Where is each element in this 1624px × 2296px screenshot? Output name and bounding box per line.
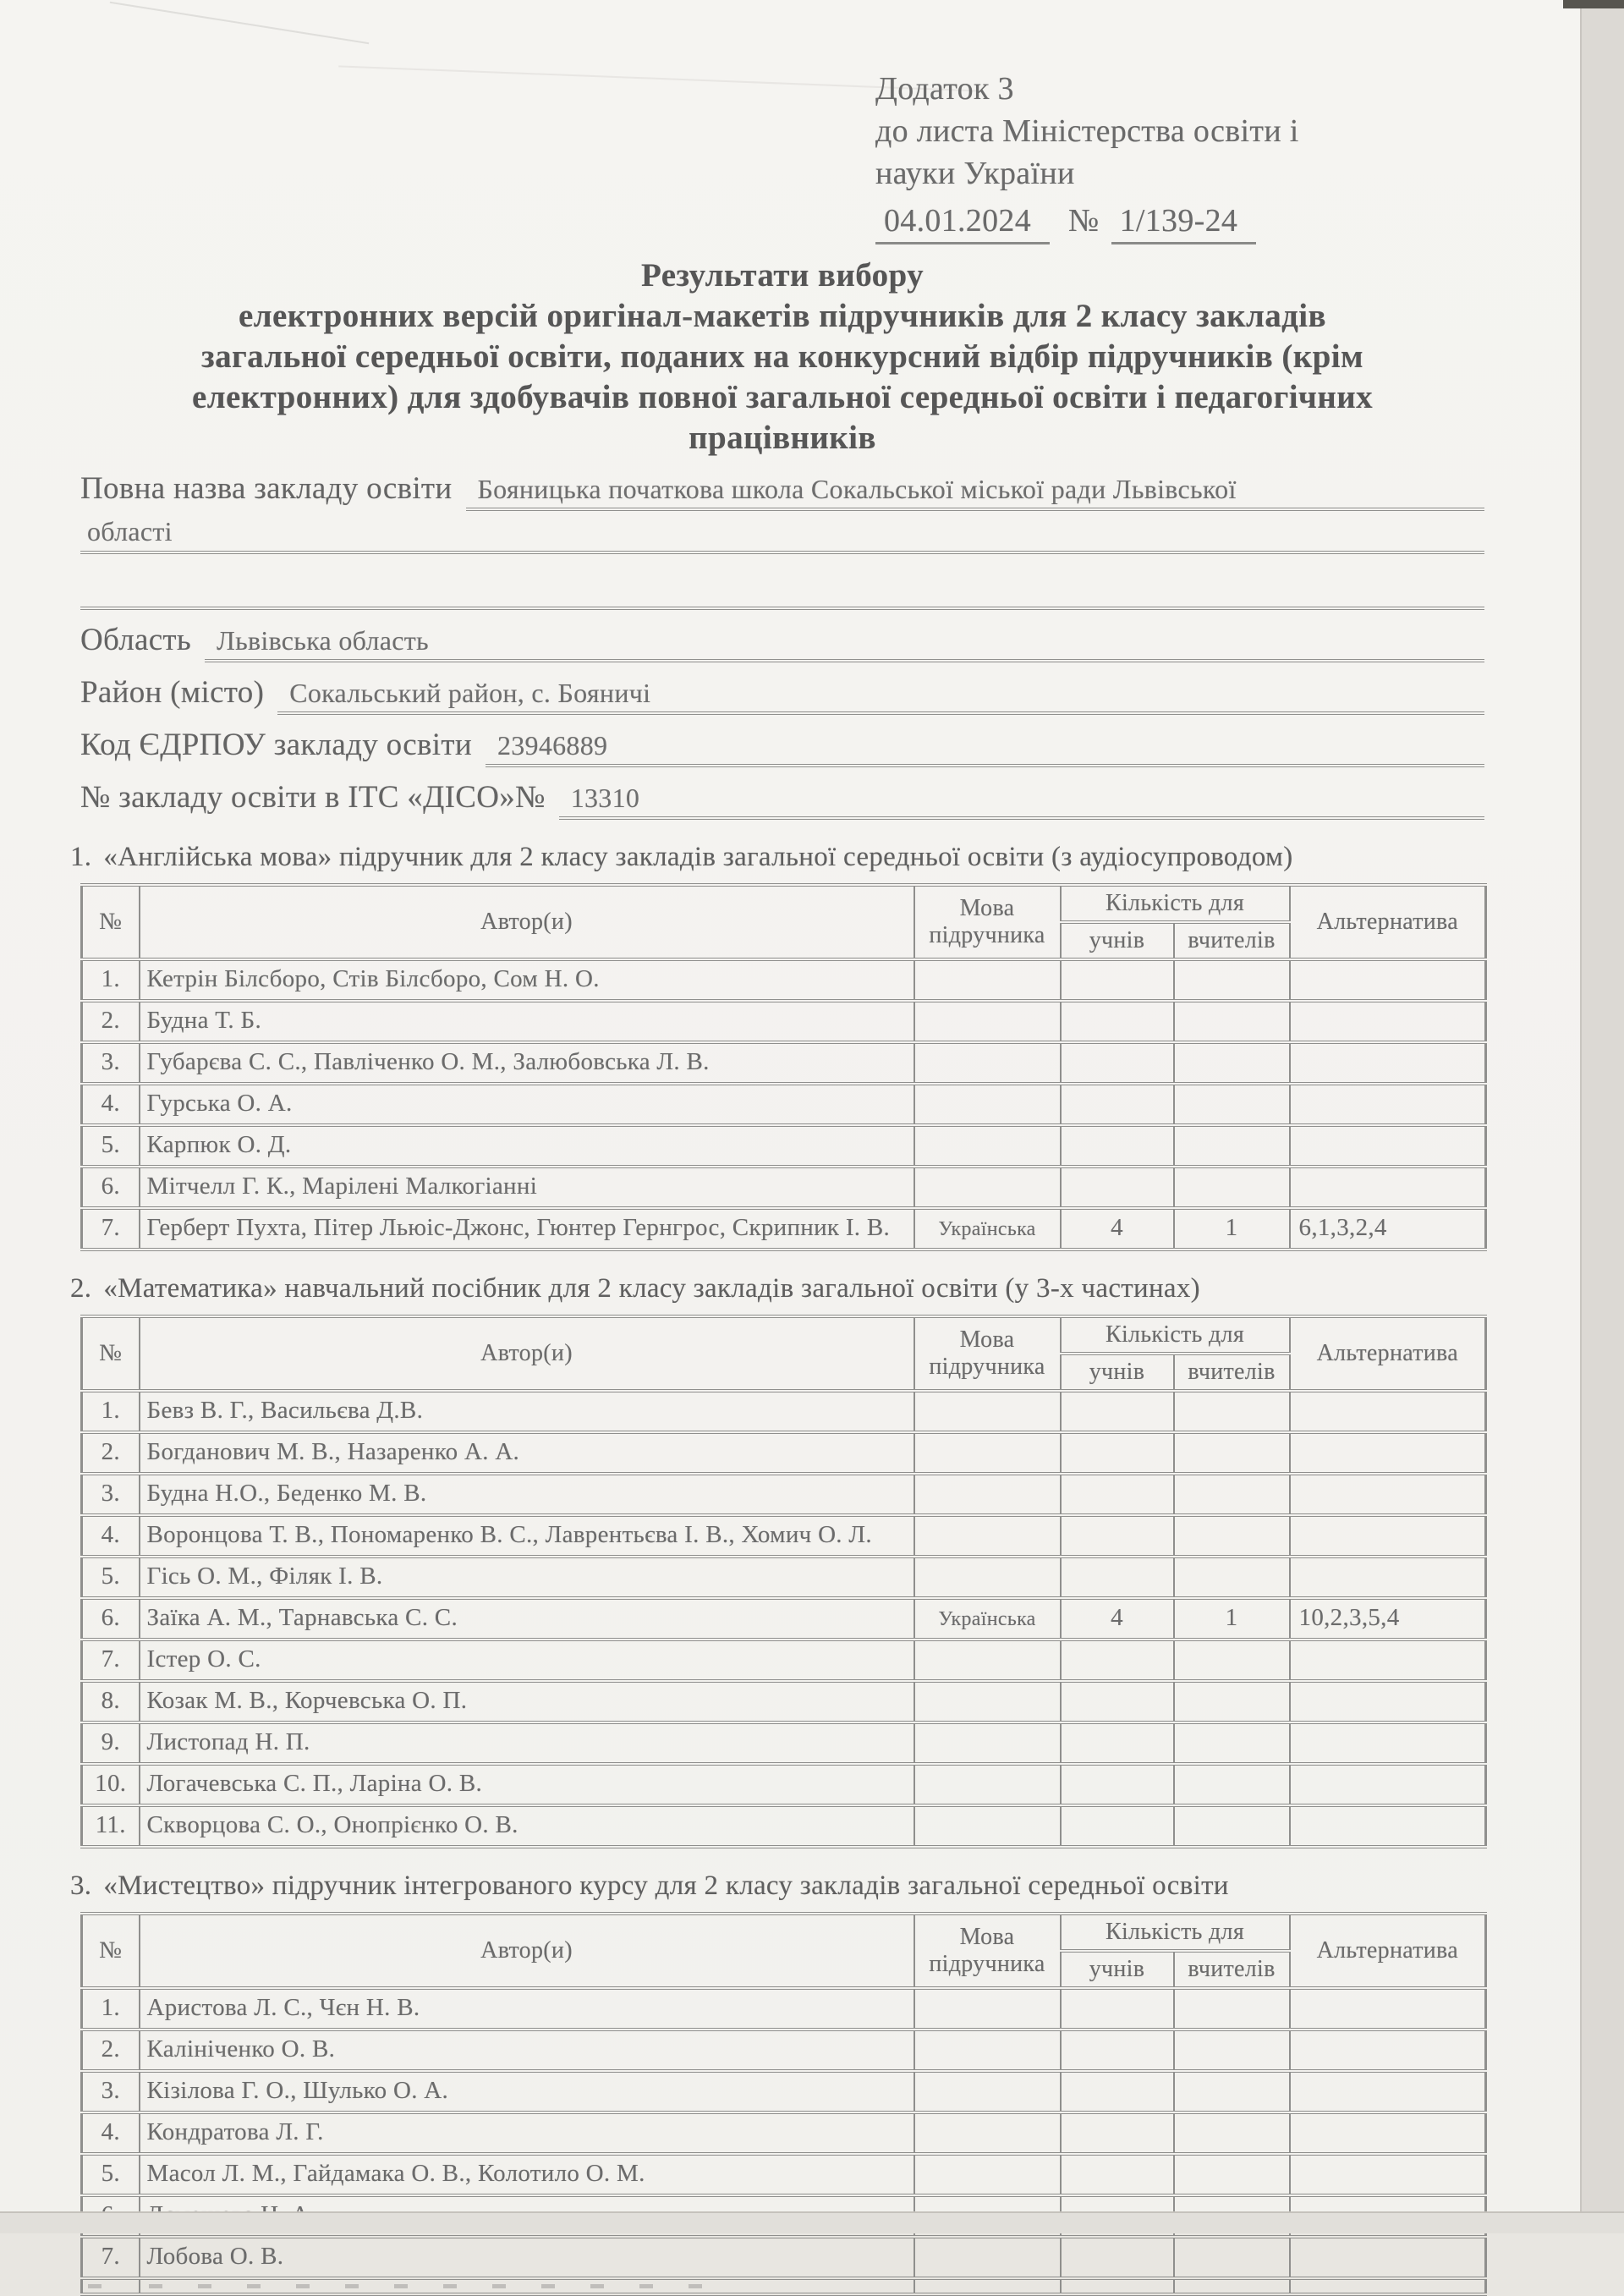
row-number-cell: 1. (82, 959, 140, 1001)
col-header-quantity: Кількість для (1061, 885, 1290, 922)
students-count-cell (1061, 1640, 1174, 1681)
title-line: загальної середньої освіти, поданих на конкурсний відбір підручників (крім (201, 338, 1363, 375)
location-fields (80, 622, 1484, 820)
row-number-cell: 7. (82, 2237, 140, 2278)
col-header-quantity: Кількість для (1061, 1914, 1290, 1951)
language-cell (914, 1001, 1061, 1042)
col-header-language: Мова підручника (914, 1316, 1061, 1391)
row-number-cell: 5. (82, 2154, 140, 2195)
authors-cell: Гурська О. А. (140, 1084, 914, 1125)
row-number-cell: 4. (82, 1084, 140, 1125)
table-body (82, 959, 1486, 1250)
table-body (82, 1391, 1486, 1847)
row-number-cell: 2. (82, 1432, 140, 1474)
alternative-cell (1290, 1764, 1486, 1805)
students-count-cell (1061, 1084, 1174, 1125)
col-header-authors: Автор(и) (140, 885, 914, 959)
alternative-cell: 10,2,3,5,4 (1290, 1598, 1486, 1640)
table-row (82, 1681, 1486, 1722)
alternative-cell (1290, 1084, 1486, 1125)
authors-cell: Губарєва С. С., Павліченко О. М., Залюбовська Л. В. (140, 1042, 914, 1084)
language-cell (914, 1391, 1061, 1432)
row-number-cell: 8. (82, 1681, 140, 1722)
alternative-cell (1290, 2154, 1486, 2195)
table-row (82, 1391, 1486, 1432)
table-row (82, 1167, 1486, 1208)
table-row (82, 1640, 1486, 1681)
table-row (82, 1515, 1486, 1557)
district-label: Район (місто) (80, 675, 265, 710)
section-number: 3. (70, 1870, 92, 1901)
table-row (82, 2071, 1486, 2112)
authors-cell: Кізілова Г. О., Шулько О. А. (140, 2071, 914, 2112)
teachers-count-cell (1174, 1042, 1290, 1084)
authors-cell: Бевз В. Г., Васильєва Д.В. (140, 1391, 914, 1432)
district-line (80, 674, 1484, 715)
language-cell (914, 1805, 1061, 1847)
table-row (82, 1557, 1486, 1598)
students-count-cell (1061, 1681, 1174, 1722)
teachers-count-cell (1174, 1432, 1290, 1474)
alternative-cell (1290, 1432, 1486, 1474)
edrpou-label: Код ЄДРПОУ закладу освіти (80, 728, 472, 762)
section-1-heading (70, 842, 1484, 873)
language-cell (914, 1722, 1061, 1764)
students-count-cell (1061, 1474, 1174, 1515)
teachers-count-cell (1174, 1988, 1290, 2030)
authors-cell: Герберт Пухта, Пітер Льюіс-Джонс, Гюнтер Гернгрос, Скрипник І. В. (140, 1208, 914, 1250)
teachers-count-cell (1174, 1640, 1290, 1681)
language-cell (914, 1764, 1061, 1805)
cutoff-row (82, 2278, 1486, 2294)
section-number: 2. (70, 1273, 92, 1304)
students-count-cell (1061, 1764, 1174, 1805)
letter-number: 1/139-24 (1111, 203, 1257, 244)
document-title (80, 255, 1484, 459)
alternative-cell (1290, 1805, 1486, 1847)
appendix-line-1: Додаток 3 (875, 71, 1014, 107)
students-count-cell (1061, 1125, 1174, 1167)
diso-label: № закладу освіти в ІТС «ДІСО»№ (80, 780, 546, 815)
cutoff-cell (1174, 2278, 1290, 2294)
teachers-count-cell (1174, 1805, 1290, 1847)
language-cell (914, 1474, 1061, 1515)
authors-cell: Кондратова Л. Г. (140, 2112, 914, 2154)
table-row (82, 1722, 1486, 1764)
col-header-number: № (82, 1316, 140, 1391)
diso-value: 13310 (559, 783, 1484, 820)
table-row (82, 2237, 1486, 2278)
row-number-cell: 9. (82, 1722, 140, 1764)
row-number-cell: 3. (82, 1042, 140, 1084)
authors-cell: Кетрін Білсборо, Стів Білсборо, Сом Н. О. (140, 959, 914, 1001)
teachers-count-cell (1174, 1681, 1290, 1722)
col-header-authors: Автор(и) (140, 1316, 914, 1391)
section-title: «Мистецтво» підручник інтегрованого курсу для 2 класу закладів загальної середньої освіти (103, 1870, 1229, 1901)
language-cell (914, 959, 1061, 1001)
language-cell (914, 1042, 1061, 1084)
alternative-cell (1290, 1988, 1486, 2030)
teachers-count-cell (1174, 1722, 1290, 1764)
appendix-line-3: науки України (875, 156, 1075, 191)
region-label: Область (80, 623, 192, 657)
language-cell (914, 1167, 1061, 1208)
teachers-count-cell (1174, 1167, 1290, 1208)
students-count-cell (1061, 1432, 1174, 1474)
students-count-cell (1061, 2112, 1174, 2154)
students-count-cell (1061, 1557, 1174, 1598)
students-count-cell (1061, 1001, 1174, 1042)
table-row (82, 1208, 1486, 1250)
col-header-students: учнів (1061, 1951, 1174, 1988)
cutoff-cell (1061, 2278, 1174, 2294)
cutoff-cell (140, 2278, 914, 2294)
row-number-cell: 6. (82, 1167, 140, 1208)
title-line: працівників (689, 420, 876, 456)
appendix-date-line (875, 200, 1484, 242)
students-count-cell (1061, 2071, 1174, 2112)
teachers-count-cell (1174, 959, 1290, 1001)
authors-cell: Козак М. В., Корчевська О. П. (140, 1681, 914, 1722)
row-number-cell: 7. (82, 1208, 140, 1250)
language-cell (914, 2030, 1061, 2071)
school-name-label: Повна назва закладу освіти (80, 471, 453, 506)
col-header-students: учнів (1061, 1354, 1174, 1391)
scanner-corner-shadow (1563, 0, 1624, 8)
document-content (70, 68, 1484, 2296)
alternative-cell (1290, 1515, 1486, 1557)
language-cell (914, 1681, 1061, 1722)
table-row (82, 1084, 1486, 1125)
teachers-count-cell (1174, 1557, 1290, 1598)
language-cell (914, 1557, 1061, 1598)
table-row (82, 1125, 1486, 1167)
col-header-teachers: вчителів (1174, 1354, 1290, 1391)
table-row (82, 1432, 1486, 1474)
language-cell (914, 2071, 1061, 2112)
table-header (82, 1914, 1486, 1988)
teachers-count-cell (1174, 2154, 1290, 2195)
students-count-cell (1061, 2237, 1174, 2278)
table-row (82, 1001, 1486, 1042)
language-cell (914, 1515, 1061, 1557)
alternative-cell (1290, 2112, 1486, 2154)
col-header-language: Мова підручника (914, 1914, 1061, 1988)
language-cell (914, 1988, 1061, 2030)
teachers-count-cell (1174, 2071, 1290, 2112)
table-row (82, 1805, 1486, 1847)
authors-cell: Істер О. С. (140, 1640, 914, 1681)
section-3-heading (70, 1870, 1484, 1902)
teachers-count-cell (1174, 1474, 1290, 1515)
students-count-cell (1061, 1391, 1174, 1432)
teachers-count-cell (1174, 1084, 1290, 1125)
alternative-cell (1290, 1640, 1486, 1681)
textbook-table-english (80, 883, 1487, 1251)
row-number-cell: 3. (82, 2071, 140, 2112)
alternative-cell (1290, 1474, 1486, 1515)
col-header-alternative: Альтернатива (1290, 885, 1486, 959)
section-title: «Англійська мова» підручник для 2 класу закладів загальної середньої освіти (з аудіосупроводом) (103, 842, 1293, 872)
alternative-cell (1290, 1681, 1486, 1722)
cutoff-cell (914, 2278, 1061, 2294)
teachers-count-cell: 1 (1174, 1208, 1290, 1250)
row-number-cell: 4. (82, 1515, 140, 1557)
authors-cell: Лобова О. В. (140, 2237, 914, 2278)
region-line (80, 622, 1484, 662)
alternative-cell (1290, 1557, 1486, 1598)
cutoff-text-fragments (88, 2284, 112, 2288)
students-count-cell (1061, 959, 1174, 1001)
students-count-cell: 4 (1061, 1598, 1174, 1640)
table-row (82, 959, 1486, 1001)
row-number-cell: 6. (82, 1598, 140, 1640)
table-header (82, 885, 1486, 959)
authors-cell: Калініченко О. В. (140, 2030, 914, 2071)
table-row (82, 2112, 1486, 2154)
region-value: Львівська область (205, 625, 1484, 662)
section-number: 1. (70, 842, 92, 872)
table-body (82, 1988, 1486, 2278)
language-cell (914, 1084, 1061, 1125)
title-line: електронних) для здобувачів повної загальної середньої освіти і педагогічних (192, 379, 1373, 415)
col-header-language: Мова підручника (914, 885, 1061, 959)
teachers-count-cell (1174, 1125, 1290, 1167)
col-header-authors: Автор(и) (140, 1914, 914, 1988)
students-count-cell (1061, 1167, 1174, 1208)
row-number-cell: 3. (82, 1474, 140, 1515)
table-row (82, 2030, 1486, 2071)
row-number-cell: 1. (82, 1391, 140, 1432)
appendix-line-2: до листа Міністерства освіти і (875, 113, 1299, 149)
textbook-table-math (80, 1315, 1487, 1848)
col-header-number: № (82, 1914, 140, 1988)
col-header-number: № (82, 885, 140, 959)
teachers-count-cell (1174, 1001, 1290, 1042)
col-header-teachers: вчителів (1174, 1951, 1290, 1988)
number-sign: № (1068, 203, 1100, 239)
students-count-cell (1061, 2030, 1174, 2071)
students-count-cell (1061, 1805, 1174, 1847)
alternative-cell (1290, 1125, 1486, 1167)
scanner-edge-band (1580, 0, 1624, 2233)
row-number-cell: 5. (82, 1125, 140, 1167)
district-value: Сокальський район, с. Бояничі (277, 678, 1484, 715)
language-cell (914, 2237, 1061, 2278)
teachers-count-cell (1174, 1515, 1290, 1557)
school-name-line (80, 470, 1484, 511)
teachers-count-cell (1174, 2237, 1290, 2278)
row-number-cell: 2. (82, 2030, 140, 2071)
edrpou-line (80, 727, 1484, 767)
edrpou-value: 23946889 (486, 730, 1484, 767)
col-header-teachers: вчителів (1174, 922, 1290, 959)
title-line: Результати вибору (640, 257, 924, 294)
row-number-cell: 10. (82, 1764, 140, 1805)
alternative-cell (1290, 1167, 1486, 1208)
row-number-cell: 1. (82, 1988, 140, 2030)
authors-cell: Масол Л. М., Гайдамака О. В., Колотило О. М. (140, 2154, 914, 2195)
textbook-table-art (80, 1912, 1487, 2296)
table-row (82, 1042, 1486, 1084)
alternative-cell (1290, 1042, 1486, 1084)
section-title: «Математика» навчальний посібник для 2 класу закладів загальної освіти (у 3-х частинах) (103, 1273, 1200, 1304)
language-cell (914, 2154, 1061, 2195)
teachers-count-cell (1174, 1391, 1290, 1432)
students-count-cell: 4 (1061, 1208, 1174, 1250)
letter-date: 04.01.2024 (875, 203, 1050, 244)
cutoff-cell (82, 2278, 140, 2294)
alternative-cell (1290, 2237, 1486, 2278)
table-row (82, 1598, 1486, 1640)
language-cell (914, 2112, 1061, 2154)
table-row (82, 1764, 1486, 1805)
col-header-alternative: Альтернатива (1290, 1914, 1486, 1988)
row-number-cell: 5. (82, 1557, 140, 1598)
language-cell (914, 1640, 1061, 1681)
authors-cell: Будна Т. Б. (140, 1001, 914, 1042)
alternative-cell (1290, 1391, 1486, 1432)
row-number-cell: 2. (82, 1001, 140, 1042)
section-2-heading (70, 1273, 1484, 1305)
appendix-block (875, 68, 1484, 242)
language-cell: Українська (914, 1208, 1061, 1250)
table-row (82, 1988, 1486, 2030)
teachers-count-cell (1174, 2112, 1290, 2154)
teachers-count-cell: 1 (1174, 1598, 1290, 1640)
alternative-cell (1290, 1001, 1486, 1042)
students-count-cell (1061, 2154, 1174, 2195)
alternative-cell (1290, 2030, 1486, 2071)
authors-cell: Аристова Л. С., Чєн Н. В. (140, 1988, 914, 2030)
alternative-cell (1290, 959, 1486, 1001)
authors-cell: Листопад Н. П. (140, 1722, 914, 1764)
cutoff-cell (1290, 2278, 1486, 2294)
language-cell (914, 1125, 1061, 1167)
col-header-alternative: Альтернатива (1290, 1316, 1486, 1391)
table-header (82, 1316, 1486, 1391)
authors-cell: Логачевська С. П., Ларіна О. В. (140, 1764, 914, 1805)
teachers-count-cell (1174, 1764, 1290, 1805)
authors-cell: Будна Н.О., Беденко М. В. (140, 1474, 914, 1515)
diso-line (80, 779, 1484, 820)
authors-cell: Богданович М. В., Назаренко А. А. (140, 1432, 914, 1474)
scanner-bottom-band (0, 2211, 1624, 2233)
authors-cell: Мітчелл Г. К., Марілені Малкогіанні (140, 1167, 914, 1208)
authors-cell: Карпюк О. Д. (140, 1125, 914, 1167)
school-name-value: Бояницька початкова школа Сокальської міської ради Львівської (466, 474, 1485, 511)
authors-cell: Заїка А. М., Тарнавська С. С. (140, 1598, 914, 1640)
students-count-cell (1061, 1722, 1174, 1764)
col-header-quantity: Кількість для (1061, 1316, 1290, 1354)
row-number-cell: 11. (82, 1805, 140, 1847)
table-row (82, 2154, 1486, 2195)
teachers-count-cell (1174, 2030, 1290, 2071)
row-number-cell: 4. (82, 2112, 140, 2154)
alternative-cell (1290, 1722, 1486, 1764)
blank-underline (80, 554, 1484, 610)
title-line: електронних версій оригінал-макетів підручників для 2 класу закладів (239, 298, 1326, 334)
cutoff-row-body (82, 2278, 1486, 2294)
authors-cell: Гісь О. М., Філяк І. В. (140, 1557, 914, 1598)
row-number-cell: 7. (82, 1640, 140, 1681)
table-row (82, 1474, 1486, 1515)
language-cell (914, 1432, 1061, 1474)
students-count-cell (1061, 1988, 1174, 2030)
students-count-cell (1061, 1515, 1174, 1557)
alternative-cell: 6,1,3,2,4 (1290, 1208, 1486, 1250)
alternative-cell (1290, 2071, 1486, 2112)
language-cell: Українська (914, 1598, 1061, 1640)
form-area (80, 470, 1484, 820)
cutoff-text-fragments (149, 2284, 737, 2288)
authors-cell: Воронцова Т. В., Пономаренко В. С., Лаврентьєва І. В., Хомич О. Л. (140, 1515, 914, 1557)
authors-cell: Скворцова С. О., Онопрієнко О. В. (140, 1805, 914, 1847)
students-count-cell (1061, 1042, 1174, 1084)
col-header-students: учнів (1061, 922, 1174, 959)
school-name-value-continued: області (80, 511, 1484, 554)
